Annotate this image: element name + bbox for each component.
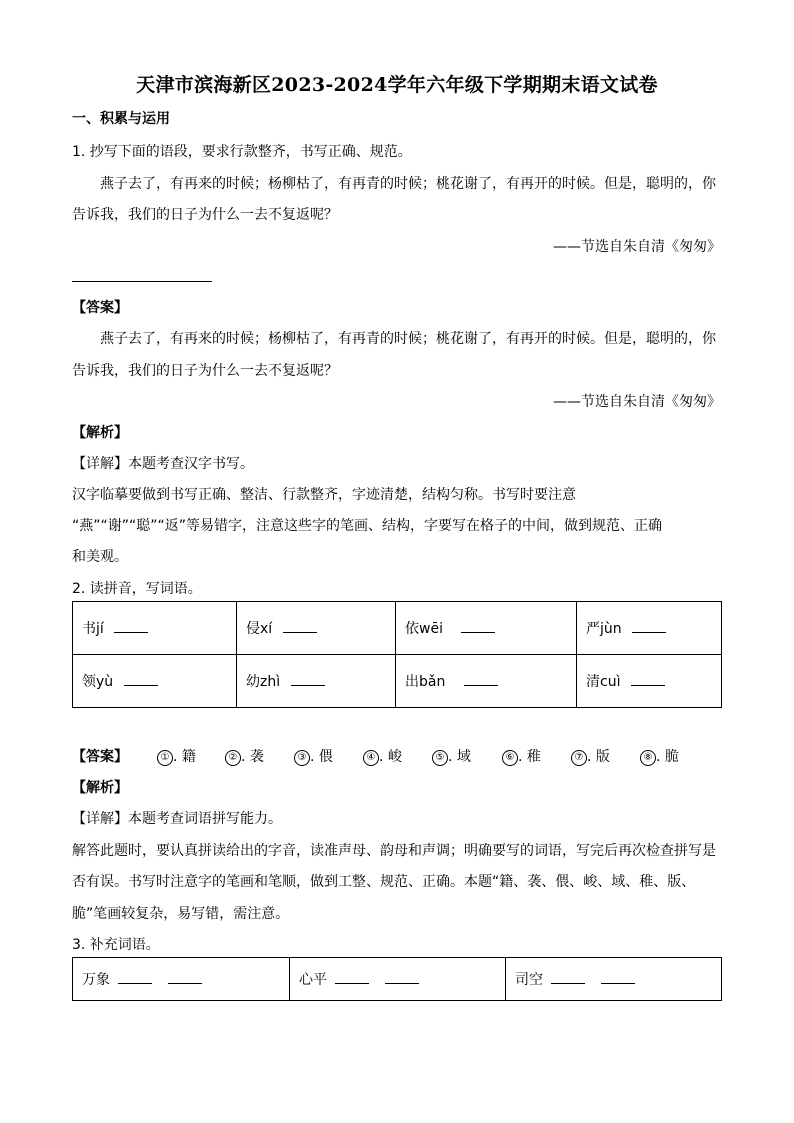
answer-number: ⑥: [502, 750, 518, 766]
answer-blank[interactable]: [464, 671, 498, 686]
answer-text: 籍: [181, 749, 196, 765]
answer-text: 袭: [249, 749, 264, 765]
answer-blank[interactable]: [168, 969, 202, 984]
q2-analysis-label: 【解析】: [72, 780, 128, 796]
q1-writing-line[interactable]: [72, 281, 212, 282]
q1-answer-source: ——节选自朱自清《匆匆》: [553, 394, 721, 410]
q1-detail: 【详解】本题考查汉字书写。: [72, 456, 254, 472]
q1-passage-line-2: 告诉我，我们的日子为什么一去不复返呢？: [72, 207, 338, 223]
answer-text: 峻: [387, 749, 402, 765]
pinyin-cue: 侵xí: [246, 621, 273, 637]
idiom-prefix: 万象: [82, 972, 110, 988]
answer-number: ①: [157, 750, 173, 766]
pinyin-cell[interactable]: [396, 655, 577, 708]
q2-answer-item: ① . 籍: [157, 746, 196, 766]
answer-number: ⑤: [432, 750, 448, 766]
answer-blank[interactable]: [631, 671, 665, 686]
idiom-cell[interactable]: [290, 958, 506, 1001]
answer-number: ⑧: [640, 750, 656, 766]
answer-blank[interactable]: [283, 618, 317, 633]
idiom-cell[interactable]: [506, 958, 722, 1001]
q2-explain-3: 脆”笔画较复杂，易写错，需注意。: [72, 906, 290, 922]
q1-explain-2: “燕”“谢”“聪”“返”等易错字，注意这些字的笔画、结构，字要写在格子的中间，做到规范、正确: [72, 518, 663, 534]
q1-analysis-label: 【解析】: [72, 425, 128, 441]
answer-text: 偎: [318, 749, 333, 765]
pinyin-cell[interactable]: [577, 655, 722, 708]
q2-answer-item: ⑦ . 版: [571, 746, 610, 766]
answer-blank[interactable]: [114, 618, 148, 633]
q2-explain-2: 否有误。书写时注意字的笔画和笔顺，做到工整、规范、正确。本题“籍、袭、偎、峻、域、稚、版、: [72, 874, 696, 890]
q2-pinyin-table: [72, 601, 722, 708]
pinyin-cue: 书jí: [82, 621, 104, 637]
idiom-prefix: 司空: [515, 972, 543, 988]
q1-passage-line-1: 燕子去了，有再来的时候；杨柳枯了，有再青的时候；桃花谢了，有再开的时候。但是，聪明的，你: [100, 176, 716, 192]
pinyin-cue: 依wēi: [405, 621, 443, 637]
q1-explain-3: 和美观。: [72, 549, 128, 565]
idiom-prefix: 心平: [299, 972, 327, 988]
answer-number: ②: [225, 750, 241, 766]
pinyin-cell[interactable]: [237, 602, 396, 655]
answer-blank[interactable]: [124, 671, 158, 686]
q2-answer-item: ③ . 偎: [294, 746, 333, 766]
answer-blank[interactable]: [118, 969, 152, 984]
pinyin-cell[interactable]: [577, 602, 722, 655]
q1-answer-label: 【答案】: [72, 300, 128, 316]
answer-number: ③: [294, 750, 310, 766]
pinyin-cue: 出bǎn: [405, 674, 446, 690]
q2-detail: 【详解】本题考查词语拼写能力。: [72, 811, 282, 827]
section-heading: 一、积累与运用: [72, 111, 170, 127]
answer-number: ④: [363, 750, 379, 766]
q2-answer-item: ⑤ . 域: [432, 746, 471, 766]
q2-answer-item: ④ . 峻: [363, 746, 402, 766]
pinyin-cue: 清cuì: [586, 674, 621, 690]
answer-blank[interactable]: [461, 618, 495, 633]
pinyin-cue: 领yù: [82, 674, 114, 690]
q1-prompt: 1. 抄写下面的语段，要求行款整齐，书写正确、规范。: [72, 144, 412, 160]
answer-text: 脆: [664, 749, 679, 765]
answer-blank[interactable]: [632, 618, 666, 633]
q2-answer-item: ⑧ . 脆: [640, 746, 679, 766]
answer-blank[interactable]: [385, 969, 419, 984]
q2-answer-item: ⑥ . 稚: [502, 746, 541, 766]
answer-blank[interactable]: [551, 969, 585, 984]
answer-blank[interactable]: [601, 969, 635, 984]
answer-text: 版: [595, 749, 610, 765]
pinyin-cell[interactable]: [396, 602, 577, 655]
answer-number: ⑦: [571, 750, 587, 766]
pinyin-cell[interactable]: [73, 602, 237, 655]
answer-blank[interactable]: [291, 671, 325, 686]
pinyin-cue: 幼zhì: [246, 674, 281, 690]
q3-prompt: 3. 补充词语。: [72, 937, 160, 953]
pinyin-cell[interactable]: [73, 655, 237, 708]
q3-idiom-table: [72, 957, 722, 1001]
pinyin-cue: 严jùn: [586, 621, 622, 637]
q2-answer-item: ② . 袭: [225, 746, 264, 766]
q1-explain-1: 汉字临摹要做到书写正确、整洁、行款整齐，字迹清楚，结构匀称。书写时要注意: [72, 487, 576, 503]
q1-answer-line-1: 燕子去了，有再来的时候；杨柳枯了，有再青的时候；桃花谢了，有再开的时候。但是，聪明的，你: [100, 331, 716, 347]
q2-answer-label: 【答案】: [72, 749, 128, 765]
q2-prompt: 2. 读拼音，写词语。: [72, 581, 202, 597]
q2-explain-1: 解答此题时，要认真拼读给出的字音，读准声母、韵母和声调；明确要写的词语，写完后再次检查拼写是: [72, 843, 716, 859]
answer-blank[interactable]: [335, 969, 369, 984]
idiom-cell[interactable]: [73, 958, 290, 1001]
pinyin-cell[interactable]: [237, 655, 396, 708]
page-title: 天津市滨海新区2023-2024学年六年级下学期期末语文试卷: [136, 74, 658, 96]
answer-text: 稚: [526, 749, 541, 765]
q1-answer-line-2: 告诉我，我们的日子为什么一去不复返呢？: [72, 363, 338, 379]
answer-text: 域: [456, 749, 471, 765]
q1-source: ——节选自朱自清《匆匆》: [553, 239, 721, 255]
